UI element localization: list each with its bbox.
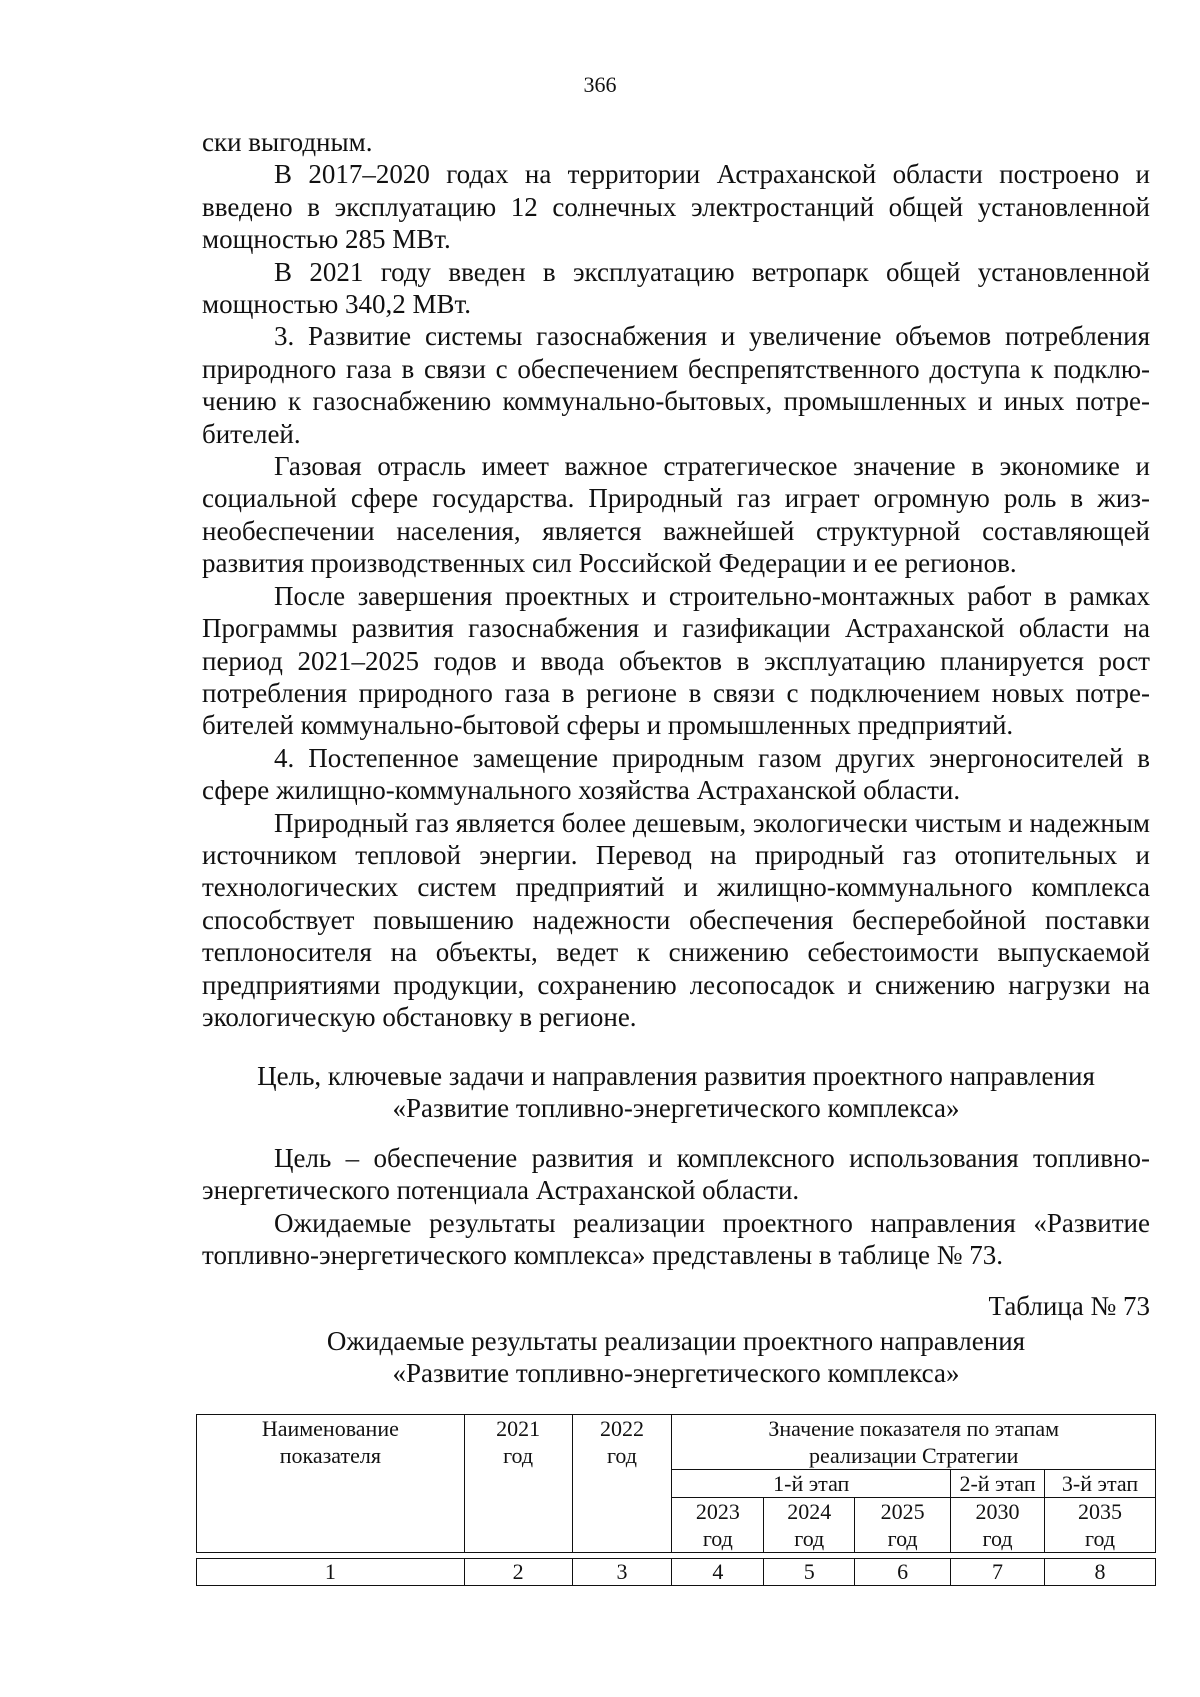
header-text: 2025 <box>880 1499 925 1524</box>
table-title <box>202 1325 1150 1390</box>
header-text: 2023 <box>695 1499 740 1524</box>
header-year-2021 <box>464 1415 572 1553</box>
paragraph-solar-plants: В 2017–2020 годах на территории Астраханской области построено и введено в эксплуатацию 12 солнечных электростанций общей установленной мощностью 285 МВт. <box>202 159 1150 255</box>
header-indicator-name <box>197 1415 465 1553</box>
header-stage-3: 3-й этап <box>1045 1470 1156 1498</box>
goal-text <box>202 1142 1150 1272</box>
header-year-2035 <box>1045 1498 1156 1553</box>
header-text: 2030 <box>975 1499 1020 1524</box>
table-title-line: «Развитие топливно-энергетического комплекса» <box>392 1358 960 1389</box>
section-heading-line: «Развитие топливно-энергетического комплекса» <box>392 1093 960 1124</box>
column-number-cell: 8 <box>1045 1559 1156 1586</box>
header-year-2025 <box>855 1498 951 1553</box>
header-text: год <box>606 1443 637 1468</box>
table-title-line: Ожидаемые результаты реализации проектного направления <box>326 1326 1026 1356</box>
header-text: год <box>702 1526 733 1551</box>
header-text: год <box>887 1526 918 1551</box>
paragraph-gas-supply-development: 3. Развитие системы газоснабжения и увеличение объемов потребления природного газа в связи с обеспечением беспрепятственного доступа к подключению к газоснабжению коммунально-бытовых, промышленных и иных потребителей. <box>202 321 1150 449</box>
header-year-2022 <box>572 1415 672 1553</box>
paragraph-gas-substitution: 4. Постепенное замещение природным газом других энергоносителей в сфере жилищно-коммунального хозяйства Астраханской области. <box>202 742 1150 806</box>
header-stage-2: 2-й этап <box>951 1470 1045 1498</box>
continuation-line: ски выгодным. <box>202 127 373 157</box>
header-text: 2022 <box>599 1416 644 1441</box>
paragraph-wind-park: В 2021 году введен в эксплуатацию ветропарк общей установленной мощностью 340,2 МВт. <box>202 256 1150 320</box>
header-year-2023 <box>672 1498 764 1553</box>
body-text <box>202 126 1150 1033</box>
results-table <box>196 1414 1156 1586</box>
header-stages-title <box>672 1415 1156 1470</box>
column-number-cell: 4 <box>672 1559 764 1586</box>
column-number-cell: 3 <box>572 1559 672 1586</box>
paragraph-natural-gas-benefits: Природный газ является более дешевым, экологически чистым и надежным источником тепловой энергии. Перевод на природный газ отопительных и технологических систем предприятий и жилищно-коммунального комплекса способствует повышению надежности обеспечения бесперебойной поставки теплоносителя на объекты, ведет к снижению себестоимости выпускаемой предприятиями продукции, сохранению лесопосадок и снижению нагрузки на экологическую обстановку в регионе. <box>202 807 1150 1032</box>
table-number: Таблица № 73 <box>988 1291 1150 1321</box>
column-number-cell: 6 <box>855 1559 951 1586</box>
header-text: Наименование <box>261 1416 399 1441</box>
table-header-row <box>197 1415 1156 1470</box>
paragraph-gasification-program: После завершения проектных и строительно-монтажных работ в рамках Программы развития газоснабжения и газификации Астраханской области на период 2021–2025 годов и ввода объектов в эксплуатацию планируется рост потребления природного газа в регионе в связи с подключением новых потребителей коммунально-бытовой сферы и промышленных предприятий. <box>202 580 1150 741</box>
paragraph-gas-industry: Газовая отрасль имеет важное стратегическое значение в экономике и социальной сфере государства. Природный газ играет огромную роль в жизнеобеспечении населения, является важнейшей структурной составляющей развития производственных сил Российской Федерации и ее регионов. <box>202 451 1150 579</box>
header-text: реализации Стратегии <box>808 1443 1019 1468</box>
header-text: год <box>794 1526 825 1551</box>
column-number-cell: 5 <box>764 1559 855 1586</box>
page-number: 366 <box>583 72 617 97</box>
header-text: год <box>1084 1526 1116 1551</box>
header-text: Значение показателя по этапам <box>768 1416 1059 1441</box>
header-year-2024 <box>764 1498 855 1553</box>
section-heading-line: Цель, ключевые задачи и направления развития проектного направления <box>257 1061 1095 1091</box>
header-stage-1: 1-й этап <box>672 1470 951 1498</box>
results-intro-paragraph: Ожидаемые результаты реализации проектного направления «Развитие топливно-энергетического комплекса» представлены в таблице № 73. <box>202 1207 1150 1271</box>
header-text: год <box>982 1526 1013 1551</box>
header-year-2030 <box>951 1498 1045 1553</box>
header-text: показателя <box>279 1443 381 1468</box>
section-heading <box>202 1060 1150 1125</box>
column-number-cell: 7 <box>951 1559 1045 1586</box>
header-text: 2024 <box>787 1499 832 1524</box>
goal-paragraph: Цель – обеспечение развития и комплексного использования топливно-энергетического потенциала Астраханской области. <box>202 1143 1150 1206</box>
column-number-cell: 1 <box>197 1559 465 1586</box>
header-text: 2035 <box>1078 1499 1123 1524</box>
column-number-row <box>197 1559 1156 1586</box>
column-number-cell: 2 <box>464 1559 572 1586</box>
header-text: 2021 <box>496 1416 541 1441</box>
header-text: год <box>503 1443 534 1468</box>
